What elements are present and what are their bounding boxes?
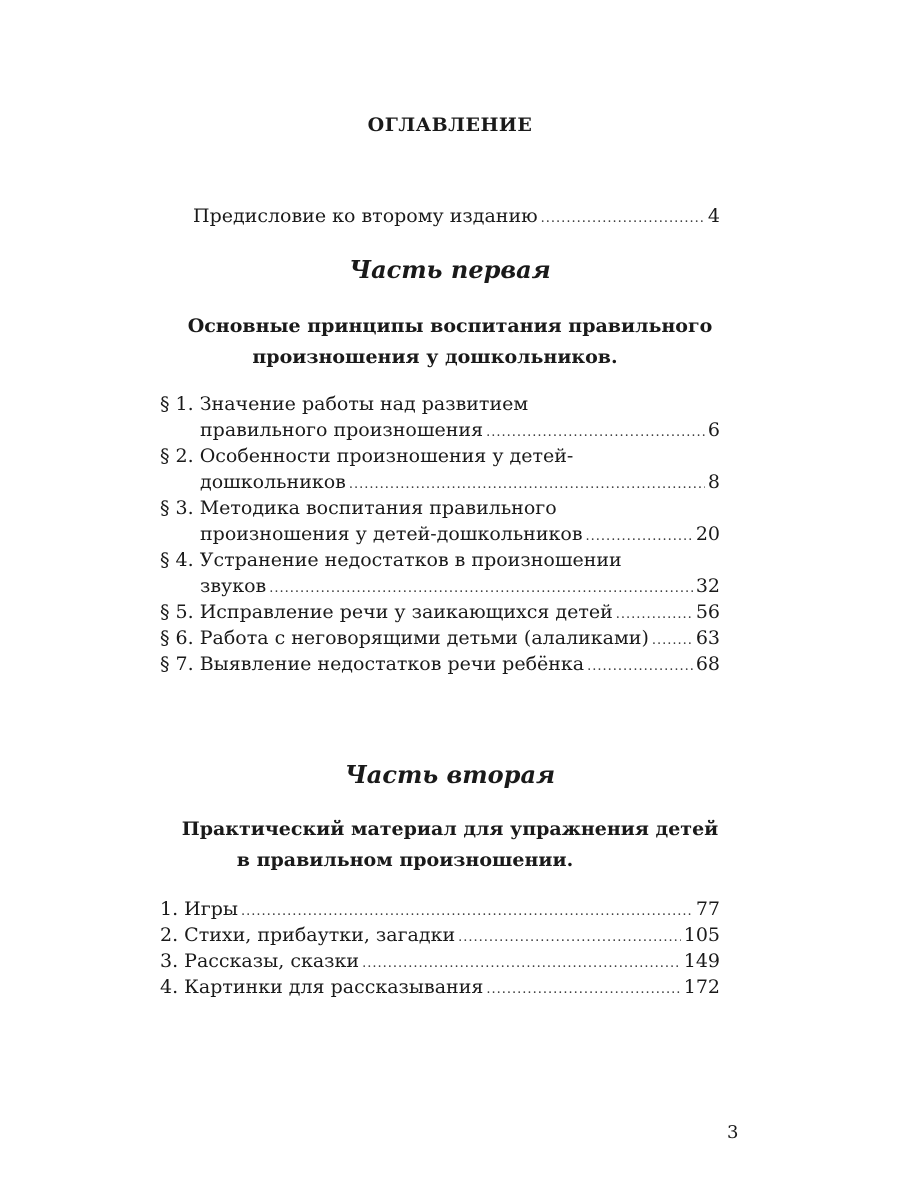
toc-entry-3-line2: произношения у детей-дошкольников bbox=[200, 523, 583, 545]
toc-entry-5[interactable] bbox=[160, 599, 720, 625]
toc-entry-7-label: § 7. Выявление недостатков речи ребёнка bbox=[160, 653, 585, 675]
dot-leader bbox=[587, 654, 693, 680]
part2-heading bbox=[0, 814, 900, 876]
toc-entry-2-line2: дошкольников bbox=[200, 471, 346, 493]
practice-entry-2-label: 2. Стихи, прибаутки, загадки bbox=[160, 924, 456, 946]
part2-heading-line2: в правильном произношении. bbox=[236, 849, 574, 871]
practice-entry-1-page: 77 bbox=[695, 898, 720, 920]
toc-entry-4-line2: звуков bbox=[200, 575, 267, 597]
toc-entry-5-page: 56 bbox=[695, 601, 720, 623]
toc-entry-6-page: 63 bbox=[695, 627, 720, 649]
part1-title: Часть первая bbox=[349, 255, 551, 284]
dot-leader bbox=[652, 628, 693, 654]
dot-leader bbox=[486, 977, 680, 1003]
toc-entry-1-line2: правильного произношения bbox=[200, 419, 484, 441]
part2-list bbox=[160, 896, 720, 1000]
practice-entry-3-label: 3. Рассказы, сказки bbox=[160, 950, 360, 972]
toc-entry-4[interactable] bbox=[160, 547, 720, 599]
toc-entry-4-line1: § 4. Устранение недостатков в произношении bbox=[160, 549, 622, 571]
toc-title: ОГЛАВЛЕНИЕ bbox=[367, 114, 533, 136]
preface-entry[interactable] bbox=[193, 203, 720, 229]
toc-entry-3-page: 20 bbox=[695, 523, 720, 545]
practice-entry-4-label: 4. Картинки для рассказывания bbox=[160, 976, 484, 998]
part1-heading-line2: произношения у дошкольников. bbox=[252, 346, 618, 368]
part2-heading-line1: Практический материал для упражнения детей bbox=[181, 818, 719, 840]
practice-entry-1[interactable] bbox=[160, 896, 720, 922]
practice-entry-2[interactable] bbox=[160, 922, 720, 948]
page-number: 3 bbox=[727, 1122, 739, 1143]
dot-leader bbox=[458, 925, 681, 951]
toc-entry-7[interactable] bbox=[160, 651, 720, 677]
practice-entry-3-page: 149 bbox=[683, 950, 720, 972]
toc-entry-1[interactable] bbox=[160, 391, 720, 443]
toc-entry-2-page: 8 bbox=[707, 471, 720, 493]
toc-entry-1-page: 6 bbox=[707, 419, 720, 441]
part1-list bbox=[160, 391, 720, 677]
practice-entry-4-page: 172 bbox=[683, 976, 720, 998]
preface-label: Предисловие ко второму изданию bbox=[193, 205, 538, 227]
toc-entry-1-line1: § 1. Значение работы над развитием bbox=[160, 393, 529, 415]
toc-entry-3[interactable] bbox=[160, 495, 720, 547]
practice-entry-1-label: 1. Игры bbox=[160, 898, 238, 920]
toc-entry-3-line1: § 3. Методика воспитания правильного bbox=[160, 497, 557, 519]
practice-entry-2-page: 105 bbox=[683, 924, 720, 946]
toc-entry-6-label: § 6. Работа с неговорящими детьми (алаликами) bbox=[160, 627, 649, 649]
toc-entry-4-page: 32 bbox=[695, 575, 720, 597]
toc-entry-2[interactable] bbox=[160, 443, 720, 495]
practice-entry-3[interactable] bbox=[160, 948, 720, 974]
part1-heading-line1: Основные принципы воспитания правильного bbox=[187, 315, 713, 337]
toc-entry-2-line1: § 2. Особенности произношения у детей- bbox=[160, 445, 574, 467]
dot-leader bbox=[541, 206, 705, 232]
toc-entry-7-page: 68 bbox=[695, 653, 720, 675]
toc-entry-5-label: § 5. Исправление речи у заикающихся детей bbox=[160, 601, 613, 623]
practice-entry-4[interactable] bbox=[160, 974, 720, 1000]
part2-title: Часть вторая bbox=[344, 760, 556, 789]
toc-entry-6[interactable] bbox=[160, 625, 720, 651]
part1-heading bbox=[0, 311, 900, 373]
preface-page: 4 bbox=[707, 205, 720, 227]
